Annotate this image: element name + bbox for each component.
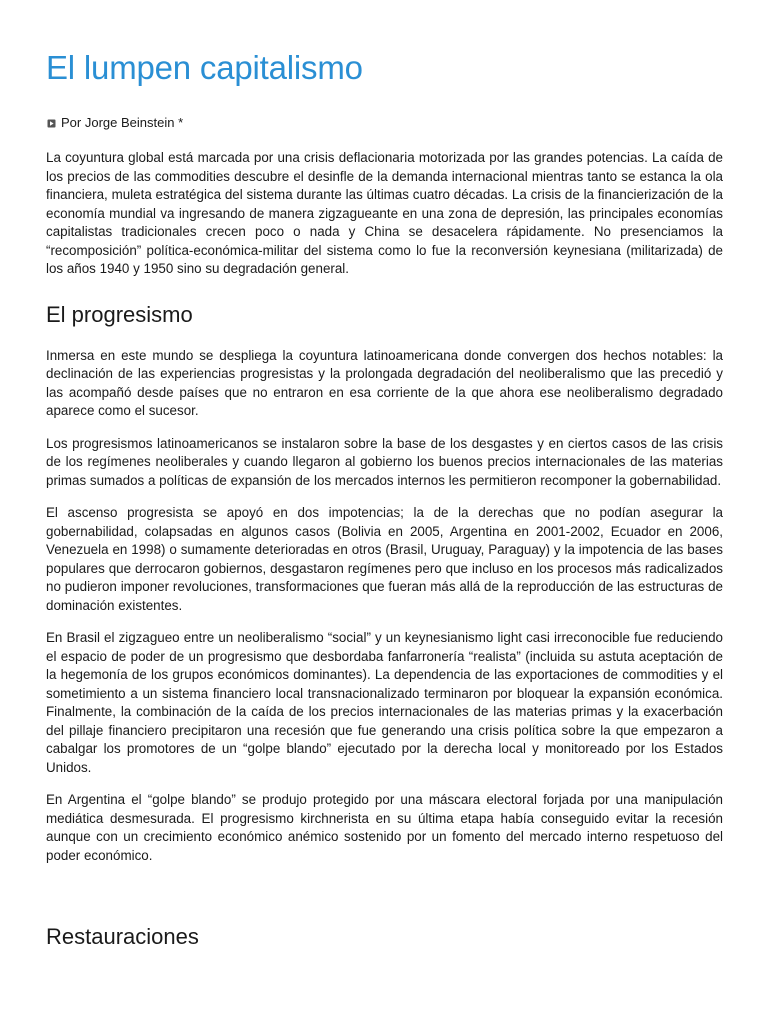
intro-paragraph: La coyuntura global está marcada por una crisis deflacionaria motorizada por las grandes potencias. La caída de los precios de las commodities descubre el desinfle de la demanda internacional mientras tanto se estanca la ola financiera, muleta estratégica del sistema durante las últimas cuatro décadas. La crisis de la financierización de la economía mundial va ingresando de manera zigzagueante en una zona de depresión, las principales economías capitalistas tradicionales crecen poco o nada y China se desacelera rápidamente. No presenciamos la “recomposición” política-económica-militar del sistema como lo fue la reconversión keynesiana (militarizada) de los años 1940 y 1950 sino su degradación general.	[46, 150, 723, 276]
paragraph: En Argentina el “golpe blando” se produjo protegido por una máscara electoral forjada por una manipulación mediática desmesurada. El progresismo kirchnerista en su última etapa había conseguido evitar la recesión aunque con un crecimiento económico anémico sostenido por un fomento del mercado interno respetuoso del poder económico.	[46, 792, 723, 863]
paragraph: En Brasil el zigzagueo entre un neoliberalismo “social” y un keynesianismo light casi irreconocible fue reduciendo el espacio de poder de un progresismo que desbordaba fanfarronería “realista” (incluida su astuta aceptación de la hegemonía de los grupos económicos dominantes). La dependencia de las exportaciones de commodities y el sometimiento a un sistema financiero local transnacionalizado terminaron por bloquear la expansión económica. Finalmente, la combinación de la caída de los precios internacionales de las materias primas y la exacerbación del pillaje financiero precipitaron una recesión que fue generando una crisis política sobre la que empezaron a cabalgar los promotores de un “golpe blando” ejecutado por la derecha local y monitoreado por los Estados Unidos.	[46, 630, 723, 775]
play-box-icon	[47, 119, 56, 128]
byline-author: Por Jorge Beinstein *	[61, 115, 184, 130]
article-title: El lumpen capitalismo	[46, 49, 363, 86]
section-heading-restauraciones: Restauraciones	[46, 924, 199, 949]
paragraph: Inmersa en este mundo se despliega la coyuntura latinoamericana donde convergen dos hechos notables: la declinación de las experiencias progresistas y la prolongada degradación del neoliberalismo que las precedió y las acompañó desde países que no entraron en esa corriente de la que ahora ese neoliberalismo degradado aparece como el sucesor.	[46, 347, 723, 418]
article	[46, 0, 723, 951]
paragraph: Los progresismos latinoamericanos se instalaron sobre la base de los desgastes y en ciertos casos de las crisis de los regímenes neoliberales y cuando llegaron al gobierno los buenos precios internacionales de las materias primas sumados a políticas de expansión de los mercados internos les permitieron recomponer la gobernabilidad.	[46, 435, 723, 488]
byline	[46, 114, 723, 132]
section-heading-progresismo: El progresismo	[46, 301, 193, 327]
paragraph: El ascenso progresista se apoyó en dos impotencias; la de la derechas que no podían asegurar la gobernabilidad, colapsadas en algunos casos (Bolivia en 2005, Argentina en 2001-2002, Ecuador en 2006, Venezuela en 1998) o sumamente deterioradas en otros (Brasil, Uruguay, Paraguay) y la impotencia de las bases populares que derrocaron gobiernos, desgastaron regímenes pero que incluso en los procesos más radicalizados no pudieron imponer revoluciones, transformaciones que fueran más allá de la reproducción de las estructuras de dominación existentes.	[46, 505, 723, 613]
